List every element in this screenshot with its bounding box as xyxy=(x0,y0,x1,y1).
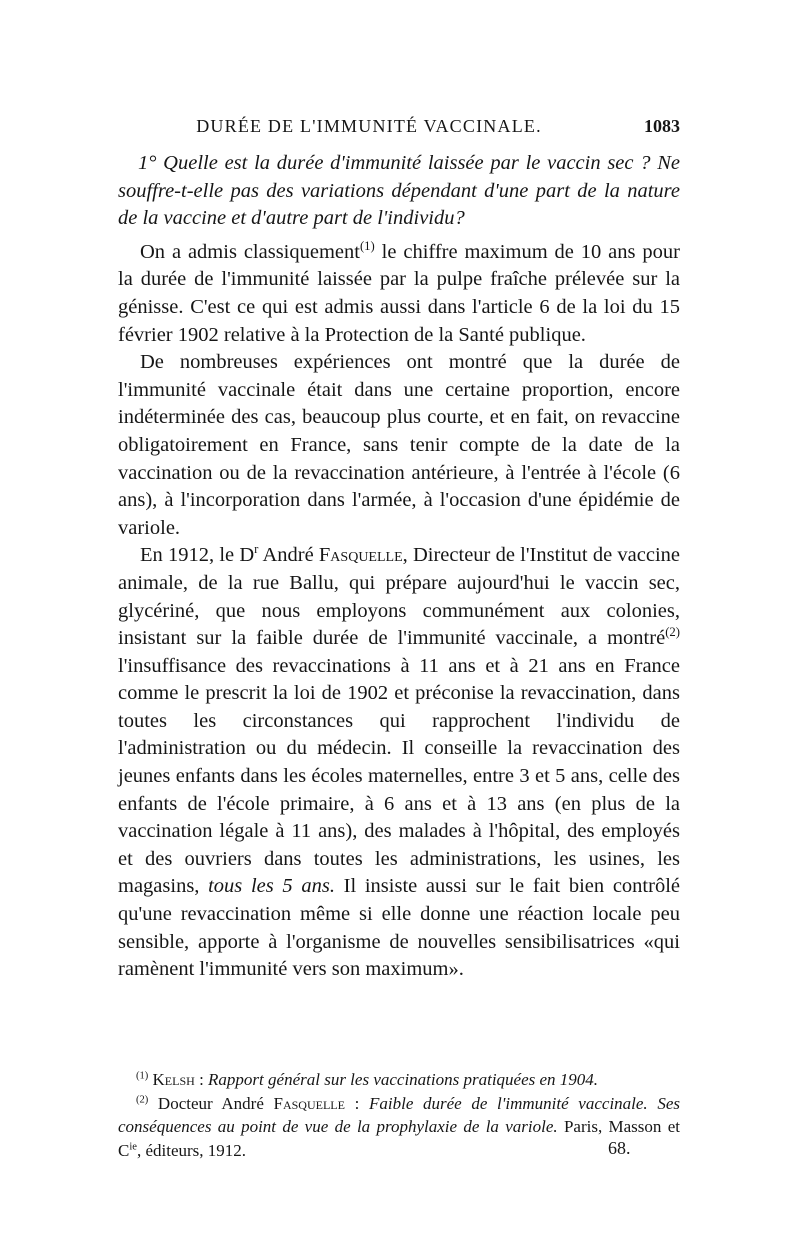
footnote-2-mark: (2) xyxy=(136,1093,149,1105)
page-header xyxy=(118,116,680,142)
paragraph-2: De nombreuses expériences ont montré que la durée de l'immunité vaccinale était dans une certaine proportion, encore indéterminée des cas, beaucoup plus courte, et en fait, on revaccine obligatoirement en France, sans tenir compte de la date de la vaccination ou de la revaccination antérieure, à l'entrée à l'école (6 ans), à l'incorporation dans l'armée, à l'occasion d'une épidémie de variole. xyxy=(118,351,680,539)
paragraph-3-text-e: Il insiste aussi sur le fait bien contrôlé qu'une revaccination même si elle donne une réaction locale peu sensible, apporte à l'organisme de nouvelles sensibilisatrices «qui ramènent l'immunité vers son maximum». xyxy=(118,875,680,981)
footnote-2-publisher: Paris, Masson et C xyxy=(118,1117,680,1160)
page-number: 1083 xyxy=(644,116,680,136)
question-heading: 1° Quelle est la durée d'immunité laissée par le vaccin sec ? Ne souffre-t-elle pas des variations dépendant d'une part de la nature de la vaccine et d'autre part de l'individu? xyxy=(118,152,680,230)
paragraph-3-text-b: André xyxy=(258,544,319,567)
paragraph-3-text-a: En 1912, le D xyxy=(140,544,255,567)
footnote-1-separator: : xyxy=(194,1070,209,1089)
footnote-1-title: Rapport général sur les vaccinations pratiquées en 1904. xyxy=(208,1070,599,1089)
paragraph-1-text-a: On a admis classiquement xyxy=(140,240,360,263)
footnote-1-author: Kelsh xyxy=(152,1070,195,1089)
body-text xyxy=(118,150,680,984)
paragraph-1 xyxy=(118,239,680,349)
footnotes xyxy=(118,1068,680,1162)
running-title: DURÉE DE L'IMMUNITÉ VACCINALE. xyxy=(196,116,542,136)
paragraph-3-text-c: , Directeur de l'Institut de vaccine animale, de la rue Ballu, qui prépare aujourd'hui le vaccin sec, glycériné, que nous employons communément aux colonies, insistant sur la faible durée de l'immunité vaccinale, a montré xyxy=(118,544,680,650)
footnote-2-co-superscript: ie xyxy=(129,1140,137,1152)
footnote-ref-2: (2) xyxy=(665,625,680,640)
footnote-2-end: , éditeurs, 1912. xyxy=(136,1140,247,1160)
footnote-2-author: Fasquelle xyxy=(273,1093,345,1113)
emphasis-text: tous les 5 ans. xyxy=(208,875,335,898)
footnote-2-pre: Docteur André xyxy=(148,1093,274,1113)
footnote-ref-1: (1) xyxy=(359,238,375,253)
footnote-2-title: Faible durée de l'immunité vaccinale. Ses conséquences au point de vue de la prophylaxie de la variole. xyxy=(118,1093,680,1136)
author-name: Fasquelle xyxy=(318,544,403,567)
paragraph-3-text-d: l'insuffisance des revaccinations à 11 ans et à 21 ans en France comme le prescrit la loi de 1902 et préconise la revaccination, dans toutes les circonstances qui rapprochent l'individu de l'administration ou du médecin. Il conseille la revaccination des jeunes enfants dans les écoles maternelles, entre 3 et 5 ans, celle des enfants de l'école primaire, à 6 ans et à 13 ans (en plus de la vaccination légale à 11 ans), des malades à l'hôpital, des employés et des ouvriers dans toutes les administrations, les usines, les magasins, xyxy=(118,654,680,898)
doctor-superscript: r xyxy=(254,542,259,557)
folio-mark: 68. xyxy=(608,1138,631,1158)
footnote-1-mark: (1) xyxy=(136,1070,149,1082)
paragraph-3 xyxy=(118,542,680,984)
footnote-1 xyxy=(118,1068,680,1092)
paragraph-1-text-b: le chiffre maximum de 10 ans pour la durée de l'immunité laissée par la pulpe fraîche prélevée sur la génisse. C'est ce qui est admis aussi dans l'article 6 de la loi du 15 février 1902 relative à la Protection de la Santé publique. xyxy=(118,240,680,346)
footnote-2-separator: : xyxy=(344,1093,369,1113)
footnote-2 xyxy=(118,1092,680,1163)
